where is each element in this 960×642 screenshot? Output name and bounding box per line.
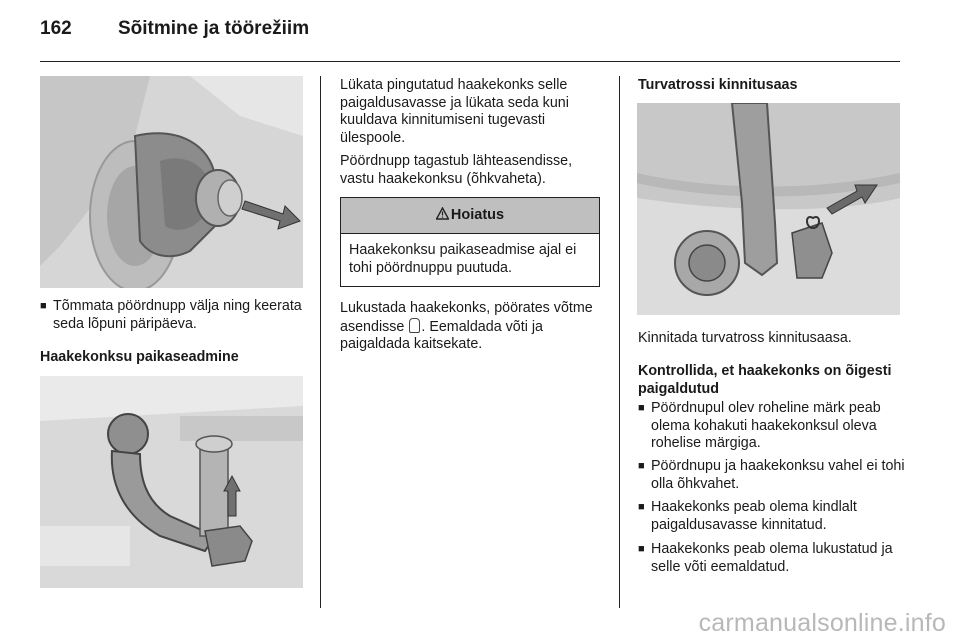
bullet-icon: ■ <box>40 300 47 312</box>
warning-triangle-icon <box>436 198 449 233</box>
column-divider-1 <box>320 76 321 608</box>
body-paragraph: Lükata pingutatud haakekonks selle paigaldusavasse ja lükata seda kuni kuuldava kinnitumiseni tugevasti ülespoole. <box>340 77 569 146</box>
watermark: carmanualsonline.info <box>698 609 946 637</box>
bullet-icon: ■ <box>638 460 645 472</box>
page-title: Sõitmine ja töörežiim <box>118 18 310 39</box>
warning-title: Hoiatus <box>450 207 505 223</box>
section-heading: Haakekonksu paikaseadmine <box>40 349 239 365</box>
warning-header <box>341 198 599 234</box>
list-item: ■ Haakekonks peab olema kindlalt paigaldusavasse kinnitatud. <box>638 499 857 533</box>
bullet-icon: ■ <box>638 543 645 555</box>
page-header <box>40 18 900 58</box>
section-heading: Kontrollida, et haakekonks on õigesti paigaldutud <box>638 363 892 397</box>
warning-text: Haakekonksu paikaseadmise ajal ei tohi pöördnuppu puutuda. <box>349 242 577 276</box>
bullet-icon: ■ <box>638 501 645 513</box>
list-item: ■ Tõmmata pöördnupp välja ning keerata seda lõpuni päripäeva. <box>40 298 302 332</box>
tow-hook-illustration <box>40 376 303 588</box>
bullet-icon: ■ <box>638 402 645 414</box>
list-item: ■ Pöördnupul olev roheline märk peab olema kohakuti haakekonksul oleva rohelise märgiga. <box>638 400 881 451</box>
list-item: ■ Pöördnupu ja haakekonksu vahel ei tohi olla õhkvahet. <box>638 458 905 492</box>
list-item: ■ Haakekonks peab olema lukustatud ja selle võti eemaldatud. <box>638 541 893 575</box>
section-heading: Turvatrossi kinnitusaas <box>638 77 798 93</box>
body-paragraph: Lukustada haakekonks, pöörates võtme asendisse . Eemaldada võti ja paigaldada kaitsekate. <box>340 300 593 352</box>
body-paragraph: Pöördnupp tagastub lähteasendisse, vastu haakekonksu (õhkvaheta). <box>340 153 573 187</box>
safety-cable-eyelet-illustration <box>637 103 900 315</box>
warning-box <box>340 197 600 287</box>
key-lock-icon <box>409 318 420 333</box>
column-divider-2 <box>619 76 620 608</box>
body-paragraph: Kinnitada turvatross kinnitusaasa. <box>638 330 852 346</box>
knob-illustration <box>40 76 303 288</box>
page-number: 162 <box>40 18 72 39</box>
header-divider <box>40 61 900 62</box>
